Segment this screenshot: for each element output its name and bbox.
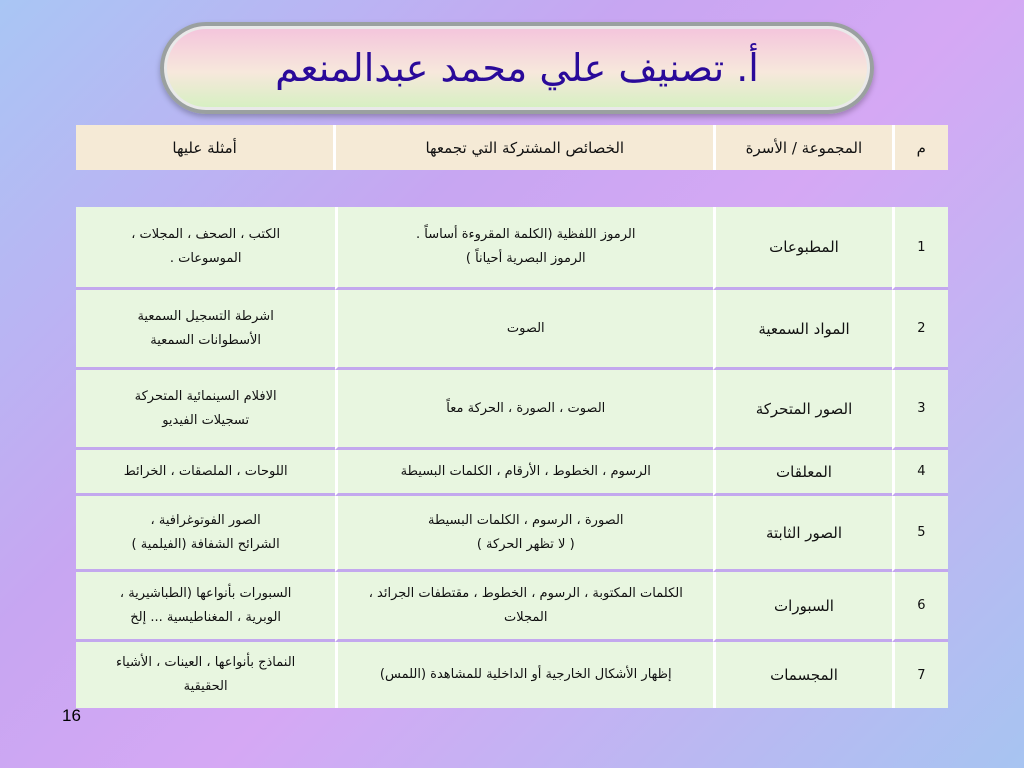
row-examples-line: الوبرية ، المغناطيسية ... إلخ <box>130 609 282 625</box>
row-examples-line: الكتب ، الصحف ، المجلات ، <box>131 227 281 242</box>
row-examples-line: الحقيقية <box>183 679 228 694</box>
row-number: 2 <box>892 290 948 370</box>
row-group: المواد السمعية <box>713 290 892 370</box>
row-number: 4 <box>892 450 948 496</box>
row-group: المعلقات <box>713 450 892 496</box>
page-number: 16 <box>62 706 81 725</box>
row-group: الصور المتحركة <box>713 370 892 450</box>
row-group: المجسمات <box>713 642 892 708</box>
row-number: 6 <box>892 572 948 642</box>
row-features <box>335 496 713 572</box>
row-examples <box>76 370 335 450</box>
row-number: 1 <box>892 207 948 290</box>
row-features-line: إظهار الأشكال الخارجية أو الداخلية للمشاهدة (اللمس) <box>379 667 672 682</box>
row-examples-line: الشرائح الشفافة (الفيلمية ) <box>131 536 280 552</box>
row-examples-line: اللوحات ، الملصقات ، الخرائط <box>123 463 288 479</box>
row-examples <box>76 450 335 496</box>
row-features-line: الصوت <box>506 320 545 336</box>
row-examples-line: الموسوعات . <box>169 251 242 266</box>
row-features-line: الرسوم ، الخطوط ، الأرقام ، الكلمات البسيطة <box>400 463 651 479</box>
row-examples-line: النماذج بأنواعها ، العينات ، الأشياء <box>116 655 296 670</box>
row-features <box>335 450 713 496</box>
row-examples-line: الافلام السينمائية المتحركة <box>134 388 277 404</box>
row-features-line: الصورة ، الرسوم ، الكلمات البسيطة <box>428 512 624 528</box>
row-number: 5 <box>892 496 948 572</box>
row-examples-line: السبورات بأنواعها (الطباشيرية ، <box>119 585 292 601</box>
table-row <box>76 290 948 370</box>
row-features-line: المجلات <box>504 609 548 625</box>
row-features-line: الرموز اللفظية (الكلمة المقروءة أساساً . <box>416 227 636 242</box>
row-features-line: الصوت ، الصورة ، الحركة معاً <box>446 400 606 416</box>
slide-title: أ. تصنيف علي محمد عبدالمنعم <box>275 46 759 90</box>
row-features-line: الرموز البصرية أحياناً ) <box>465 251 586 266</box>
header-row <box>76 125 948 170</box>
header-num: م <box>892 125 948 170</box>
row-group: السبورات <box>713 572 892 642</box>
row-number: 3 <box>892 370 948 450</box>
row-examples <box>76 642 335 708</box>
row-group: المطبوعات <box>713 207 892 290</box>
table-row <box>76 450 948 496</box>
row-features <box>335 370 713 450</box>
row-examples <box>76 496 335 572</box>
row-features-line: ( لا تظهر الحركة ) <box>476 536 575 552</box>
row-features <box>335 290 713 370</box>
table-row <box>76 496 948 572</box>
classification-table <box>76 207 948 708</box>
row-examples-line: الأسطوانات السمعية <box>150 332 261 348</box>
table-row <box>76 642 948 708</box>
row-examples <box>76 207 335 290</box>
row-features <box>335 642 713 708</box>
row-group: الصور الثابتة <box>713 496 892 572</box>
table-row <box>76 572 948 642</box>
header-group: المجموعة / الأسرة <box>713 125 891 170</box>
row-number: 7 <box>892 642 948 708</box>
row-examples <box>76 572 335 642</box>
row-features <box>335 572 713 642</box>
table-row <box>76 207 948 290</box>
row-features <box>335 207 713 290</box>
row-examples-line: الصور الفوتوغرافية ، <box>150 512 261 528</box>
row-examples-line: تسجيلات الفيديو <box>162 412 250 428</box>
row-examples-line: اشرطة التسجيل السمعية <box>137 308 274 324</box>
row-features-line: الكلمات المكتوبة ، الرسوم ، الخطوط ، مقتطفات الجرائد ، <box>368 585 683 601</box>
header-table <box>76 125 948 170</box>
row-examples <box>76 290 335 370</box>
table-row <box>76 370 948 450</box>
header-examples: أمثلة عليها <box>76 125 333 170</box>
title-banner <box>160 22 874 114</box>
header-features: الخصائص المشتركة التي تجمعها <box>333 125 713 170</box>
